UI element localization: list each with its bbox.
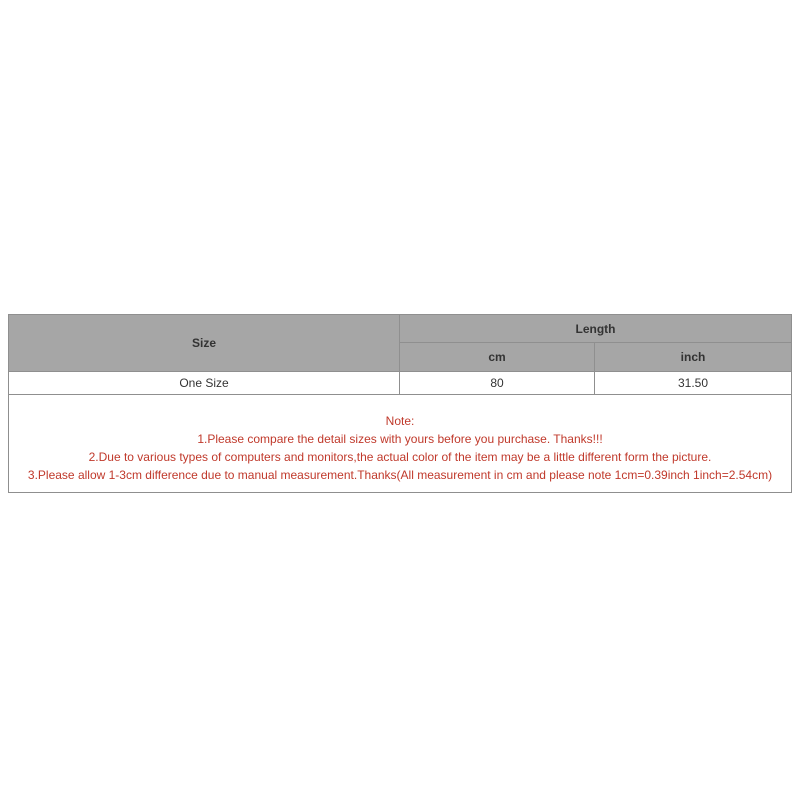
note-row	[9, 395, 792, 493]
table-row	[9, 372, 792, 395]
length-header: Length	[400, 315, 792, 343]
note-title: Note:	[385, 413, 415, 428]
note-line-2: 2.Due to various types of computers and monitors,the actual color of the item may be a little different form the picture.	[88, 449, 712, 464]
cm-cell: 80	[400, 372, 595, 395]
note-line-3: 3.Please allow 1-3cm difference due to manual measurement.Thanks(All measurement in cm and please note 1cm=0.39inch 1inch=2.54cm)	[27, 467, 773, 482]
cm-header: cm	[400, 343, 595, 372]
note-line-1: 1.Please compare the detail sizes with yours before you purchase. Thanks!!!	[197, 431, 603, 446]
size-cell: One Size	[9, 372, 400, 395]
size-chart-table	[8, 314, 792, 493]
header-row	[9, 315, 792, 343]
inch-header: inch	[595, 343, 792, 372]
inch-cell: 31.50	[595, 372, 792, 395]
note-cell	[9, 395, 792, 493]
size-header: Size	[9, 315, 400, 372]
